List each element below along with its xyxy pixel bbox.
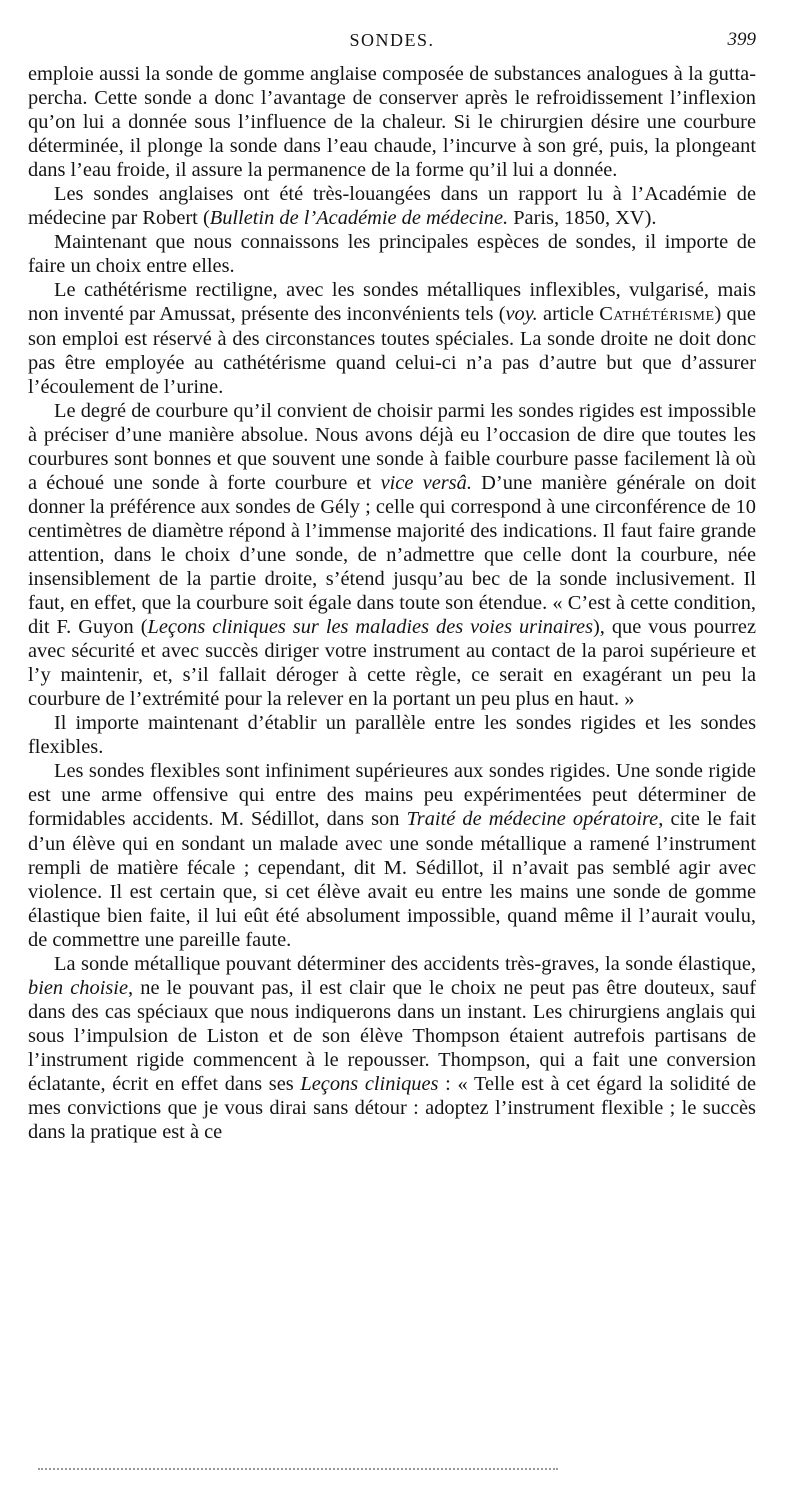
italic-text: Leçons cliniques [300, 1072, 439, 1095]
italic-text: Leçons cliniques sur les maladies des voies urinaires [147, 616, 594, 639]
running-head [28, 0, 756, 58]
text-run: emploie aussi la sonde de gomme anglaise composée de substances analogues à la gutta-percha. Cette sonde a donc l’avantage de conserver après le refroidissement l’inflexion qu’on lui a donnée sous l’influence de la chaleur. Si le chirurgien désire une courbure déterminée, il plonge la sonde dans l’eau chaude, l’incurve à son gré, puis, la plongeant dans l’eau froide, il assure la permanence de la forme qu’il lui a donnée. [28, 63, 756, 182]
text-run: Le degré de courbure qu’il convient de choisir parmi les sondes rigides est impossible à préciser d’une manière absolue. Nous avons déjà eu l’occasion de dire que toutes les courbures sont bonnes et que souvent une sonde à faible courbure passe facilement là où a échoué une sonde à forte courbure et [28, 399, 756, 494]
text-run: Il importe maintenant d’établir un parallèle entre les sondes rigides et les sondes flexibles. [28, 712, 756, 759]
paragraph [28, 759, 756, 951]
italic-text: Traité de médecine opératoire [406, 808, 659, 831]
book-page [28, 0, 756, 1501]
text-run: D’une manière générale on doit donner la préférence aux sondes de Gély ; celle qui correspond à une circonférence de 10 centimètres de diamètre répond à l’immense majorité des indications. Il faut faire grande attention, dans le choix d’une sonde, de n’admettre que celle dont la courbure, née insensiblement de la partie droite, s’étend jusqu’au bec de la sonde inclusivement. Il faut, en effet, que la courbure soit égale dans toute son étendue. « C’est à cette condition, dit F. Guyon ( [28, 471, 756, 639]
text-run: : « Telle est à cet égard la solidité de mes convictions que je vous dirai sans détour : adoptez l’instrument flexible ; le succès dans la pratique est à ce [28, 1072, 757, 1144]
text-run: ), que vous pourrez avec sécurité et avec succès diriger votre instrument au contact de la paroi supérieure et l’y maintenir, et, s’il fallait déroger à cette règle, ce serait en exagérant un peu la courbure de l’extrémité pour la relever en la portant un peu plus en haut. » [28, 616, 756, 711]
text-run: , cite le fait d’un élève qui en sondant un malade avec une sonde métallique a ramené l’instrument rempli de matière fécale ; cependant, dit M. Sédillot, il n’avait pas semblé agir avec violence. Il est certain que, si cet élève avait eu entre les mains une sonde de gomme élastique bien faite, il lui eût été absolument impossible, quand même il l’aurait voulu, de commettre une pareille faute. [28, 808, 757, 951]
running-title: SONDES. [349, 30, 435, 50]
smallcaps-text: Cathétérisme [599, 303, 715, 326]
text-run: article [537, 303, 600, 326]
text-run: Le cathétérisme rectiligne, avec les sondes métalliques inflexibles, vulgarisé, mais non inventé par Amussat, présente des inconvénients tels ( [28, 279, 756, 326]
paragraph [28, 230, 756, 278]
paragraph [28, 278, 756, 398]
italic-text: voy. [505, 303, 538, 326]
page-number: 399 [727, 29, 756, 50]
text-run: La sonde métallique pouvant déterminer des accidents très-graves, la sonde élastique, [54, 952, 756, 975]
paragraph [28, 182, 756, 230]
footer-rule [38, 1468, 558, 1470]
body-text [28, 62, 756, 1144]
paragraph [28, 62, 756, 182]
text-run: Maintenant que nous connaissons les principales espèces de sondes, il importe de faire un choix entre elles. [28, 231, 756, 278]
text-run: Paris, 1850, XV). [508, 207, 657, 230]
text-run: ) que son emploi est réservé à des circonstances toutes spéciales. La sonde droite ne doit donc pas être employée au cathétérisme quand celui-ci n’a pas d’autre but que d’assurer l’écoulement de l’urine. [28, 303, 756, 398]
text-run: Les sondes flexibles sont infiniment supérieures aux sondes rigides. Une sonde rigide est une arme offensive qui entre des mains peu expérimentées peut déterminer de formidables accidents. M. Sédillot, dans son [28, 760, 756, 831]
italic-text: Bulletin de l’Académie de médecine. [209, 207, 509, 230]
italic-text: vice versâ. [380, 471, 472, 494]
paragraph [28, 711, 756, 759]
text-run: Les sondes anglaises ont été très-louangées dans un rapport lu à l’Académie de médecine par Robert ( [28, 183, 756, 230]
italic-text: bien choisie [28, 976, 129, 999]
text-run: , ne le pouvant pas, il est clair que le choix ne peut pas être douteux, sauf dans des cas spéciaux que nous indiquerons dans un instant. Les chirurgiens anglais qui sous l’impulsion de Liston et de son élève Thompson étaient autrefois partisans de l’instrument rigide commencent à le repousser. Thompson, qui a fait une conversion éclatante, écrit en effet dans ses [28, 976, 756, 1095]
paragraph [28, 399, 756, 712]
paragraph [28, 952, 756, 1144]
